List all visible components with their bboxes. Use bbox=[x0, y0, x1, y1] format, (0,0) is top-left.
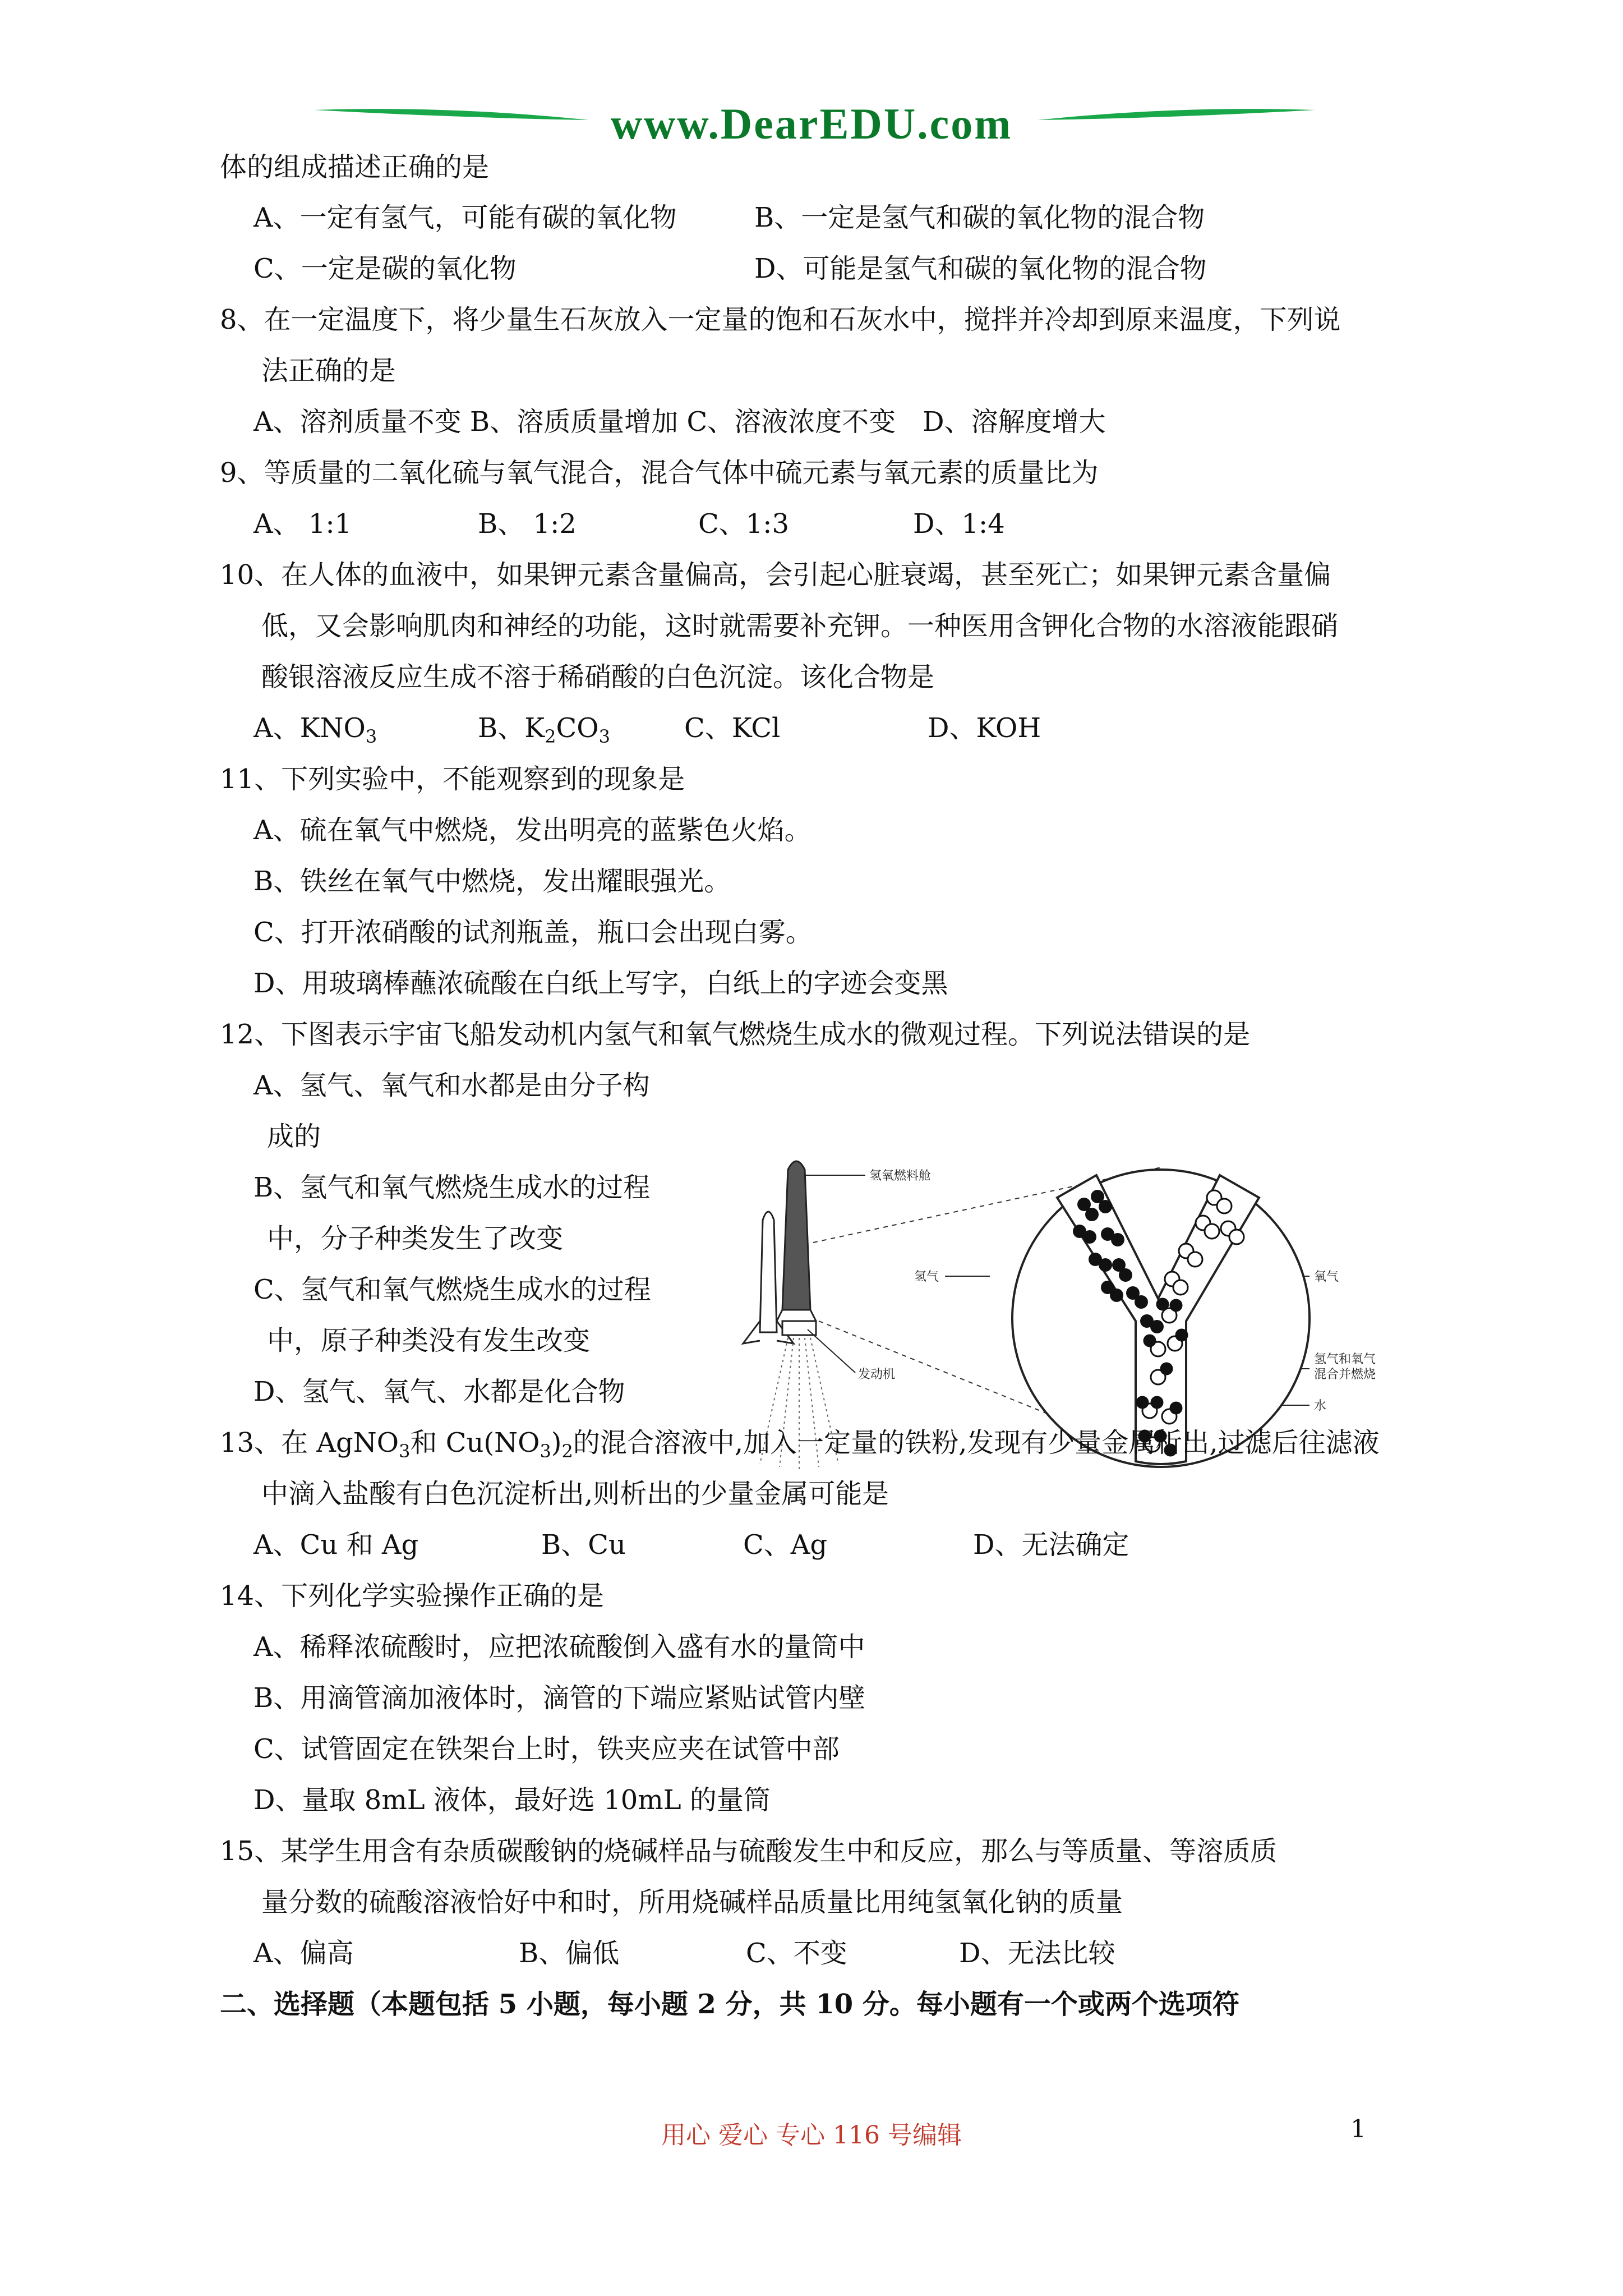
option-c: C、不变 bbox=[746, 1938, 847, 1969]
option-d: D、用玻璃棒蘸浓硫酸在白纸上写字，白纸上的字迹会变黑 bbox=[253, 968, 948, 999]
option-a-cont: 成的 bbox=[267, 1121, 321, 1152]
option-a: A、稀释浓硫酸时，应把浓硫酸倒入盛有水的量筒中 bbox=[253, 1631, 865, 1663]
option-b: B、偏低 bbox=[519, 1938, 620, 1969]
option-c: C、打开浓硝酸的试剂瓶盖，瓶口会出现白雾。 bbox=[253, 917, 813, 948]
label-hydrogen: 氢气 bbox=[914, 1270, 939, 1284]
option-c: C、1:3 bbox=[698, 508, 789, 540]
option-a: A、 1:1 bbox=[253, 508, 352, 540]
option-b-cont: 中，分子种类发生了改变 bbox=[267, 1223, 564, 1254]
option-b: B、用滴管滴加液体时，滴管的下端应紧贴试管内壁 bbox=[253, 1682, 866, 1714]
label-engine: 发动机 bbox=[858, 1368, 896, 1382]
option-a: A、氢气、氧气和水都是由分子构 bbox=[253, 1070, 650, 1101]
option-d: D、无法确定 bbox=[973, 1529, 1129, 1561]
footer-text: 用心 爱心 专心 116 号编辑 bbox=[661, 2121, 962, 2150]
question-14: 14、下列化学实验操作正确的是 bbox=[220, 1580, 605, 1612]
question-15: 15、某学生用含有杂质碳酸钠的烧碱样品与硫酸发生中和反应，那么与等质量、等溶质质 bbox=[220, 1835, 1278, 1867]
question-11: 11、下列实验中，不能观察到的现象是 bbox=[220, 763, 685, 795]
label-mix-line1: 氢气和氧气 bbox=[1314, 1352, 1376, 1366]
rocket-drawing bbox=[743, 1161, 816, 1343]
option-d: D、KOH bbox=[928, 712, 1041, 744]
option-c: C、Ag bbox=[743, 1529, 828, 1561]
option-a: A、硫在氧气中燃烧，发出明亮的蓝紫色火焰。 bbox=[253, 815, 811, 846]
question-8-options: A、溶剂质量不变 B、溶质质量增加 C、溶液浓度不变 D、溶解度增大 bbox=[253, 406, 1106, 438]
option-b: B、 1:2 bbox=[478, 508, 577, 540]
label-oxygen: 氧气 bbox=[1314, 1270, 1339, 1284]
label-mix-line2: 混合并燃烧 bbox=[1314, 1368, 1376, 1382]
option-b: B、氢气和氧气燃烧生成水的过程 bbox=[253, 1172, 651, 1203]
option-a: A、Cu 和 Ag bbox=[253, 1529, 419, 1561]
question-10-cont: 低，又会影响肌肉和神经的功能，这时就需要补充钾。一种医用含钾化合物的水溶液能跟硝 bbox=[261, 610, 1339, 642]
option-b: B、一定是氢气和碳的氧化物的混合物 bbox=[754, 202, 1205, 233]
question-15-cont: 量分数的硫酸溶液恰好中和时，所用烧碱样品质量比用纯氢氧化钠的质量 bbox=[261, 1887, 1123, 1918]
option-a: A、偏高 bbox=[253, 1938, 354, 1969]
section-2-heading: 二、选择题（本题包括 5 小题，每小题 2 分，共 10 分。每小题有一个或两个选项符 bbox=[220, 1989, 1239, 2020]
option-c: C、一定是碳的氧化物 bbox=[253, 253, 517, 284]
option-d: D、量取 8mL 液体，最好选 10mL 的量筒 bbox=[253, 1784, 771, 1816]
page-number: 1 bbox=[1350, 2115, 1366, 2143]
option-c: C、KCl bbox=[684, 712, 781, 744]
question-13-cont: 中滴入盐酸有白色沉淀析出,则析出的少量金属可能是 bbox=[261, 1478, 889, 1510]
option-b: B、Cu bbox=[541, 1529, 626, 1561]
question-9: 9、等质量的二氧化硫与氧气混合，混合气体中硫元素与氧元素的质量比为 bbox=[220, 457, 1099, 489]
option-b: B、铁丝在氧气中燃烧，发出耀眼强光。 bbox=[253, 866, 731, 897]
question-8-cont: 法正确的是 bbox=[261, 355, 396, 386]
option-a: A、$KNO_3$ bbox=[253, 712, 377, 747]
option-b: B、$K_2CO_3$ bbox=[478, 712, 610, 747]
question-10: 10、在人体的血液中，如果钾元素含量偏高，会引起心脏衰竭，甚至死亡；如果钾元素含量偏 bbox=[220, 559, 1331, 591]
question-10-cont: 酸银溶液反应生成不溶于稀硝酸的白色沉淀。该化合物是 bbox=[261, 661, 935, 693]
option-d: D、1:4 bbox=[913, 508, 1005, 540]
option-d: D、无法比较 bbox=[959, 1938, 1115, 1969]
option-c: C、氢气和氧气燃烧生成水的过程 bbox=[253, 1274, 651, 1305]
option-a: A、一定有氢气，可能有碳的氧化物 bbox=[253, 202, 677, 233]
question-13: 13、在 AgNO$_3$和 $Cu(NO_3)_2$的混合溶液中,加入一定量的铁粉,发现有少量金属析出,过滤后往滤液 bbox=[220, 1427, 1380, 1462]
label-fuel-tank: 氢氧燃料舱 bbox=[869, 1169, 932, 1183]
option-c: C、试管固定在铁架台上时，铁夹应夹在试管中部 bbox=[253, 1733, 840, 1765]
option-d: D、氢气、氧气、水都是化合物 bbox=[253, 1376, 625, 1407]
site-logo-text: www.DearEDU.com bbox=[610, 99, 1013, 148]
question-12: 12、下图表示宇宙飞船发动机内氢气和氧气燃烧生成水的微观过程。下列说法错误的是 bbox=[220, 1019, 1251, 1050]
option-d: D、可能是氢气和碳的氧化物的混合物 bbox=[754, 253, 1207, 284]
option-c-cont: 中，原子种类没有发生改变 bbox=[267, 1325, 591, 1356]
label-water: 水 bbox=[1314, 1399, 1327, 1413]
text-line: 体的组成描述正确的是 bbox=[220, 151, 490, 183]
question-8: 8、在一定温度下，将少量生石灰放入一定量的饱和石灰水中，搅拌并冷却到原来温度，下列说 bbox=[220, 304, 1341, 335]
